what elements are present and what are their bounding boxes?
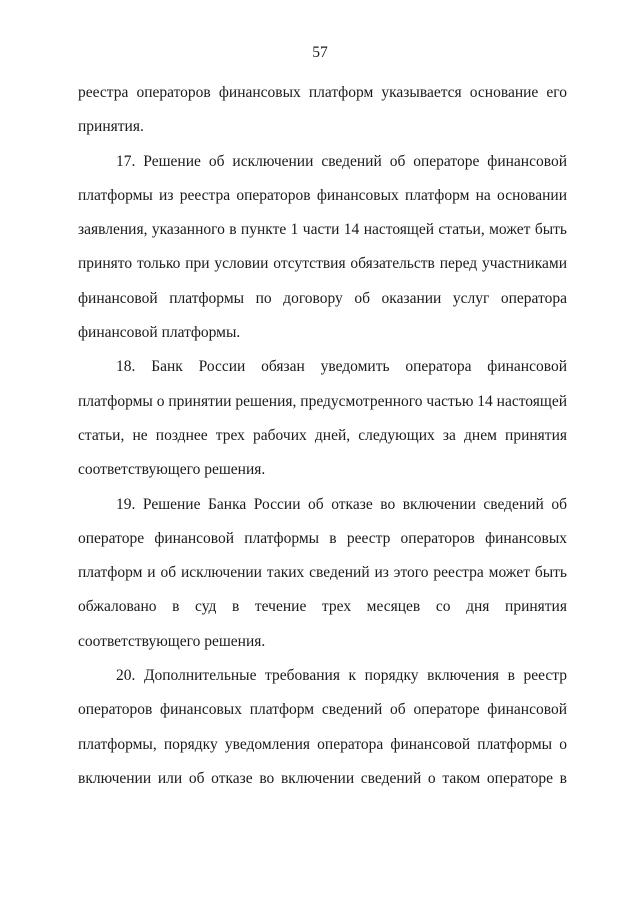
paragraph-20: 20. Дополнительные требования к порядку включения в реестр операторов финансовых платформ сведений об операторе финансовой платформы, порядку уведомления оператора финансовой платформы о включении или об отказе во включении сведений о таком операторе в bbox=[78, 667, 567, 787]
paragraph-18: 18. Банк России обязан уведомить оператора финансовой платформы о принятии решения, предусмотренного частью 14 настоящей статьи, не позднее трех рабочих дней, следующих за днем принятия соответствующего решения. bbox=[78, 358, 567, 479]
paragraph-continuation: реестра операторов финансовых платформ указывается основание его принятия. bbox=[78, 84, 567, 136]
page-number: 57 bbox=[312, 44, 328, 61]
document-body bbox=[78, 76, 567, 796]
paragraph-19: 19. Решение Банка России об отказе во включении сведений об операторе финансовой платформы в реестр операторов финансовых платформ и об исключении таких сведений из этого реестра может быть обжаловано в суд в течение трех месяцев со дня принятия соответствующего решения. bbox=[78, 495, 567, 650]
paragraph-17: 17. Решение об исключении сведений об операторе финансовой платформы из реестра операторов финансовых платформ на основании заявления, указанного в пункте 1 части 14 настоящей статьи, может быть принято только при условии отсутствия обязательств перед участниками финансовой платформы по договору об оказании услуг оператора финансовой платформы. bbox=[78, 152, 567, 342]
